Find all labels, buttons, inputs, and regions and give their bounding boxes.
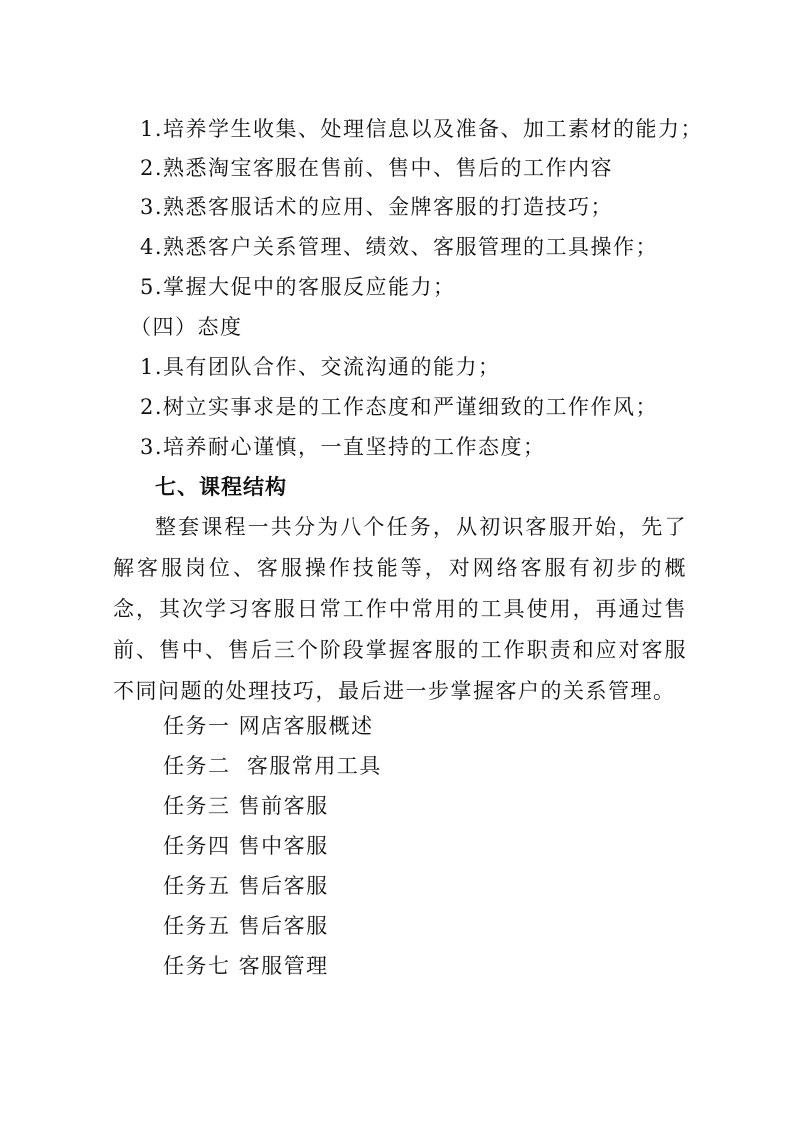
attitude-item-2: 2.树立实事求是的工作态度和严谨细致的工作作风； <box>140 395 659 419</box>
attitude-item-1: 1.具有团队合作、交流沟通的能力； <box>140 355 501 379</box>
goal-item-5: 5.掌握大促中的客服反应能力； <box>140 275 456 299</box>
task-item-5: 任务五 售后客服 <box>163 874 329 898</box>
task-item-4: 任务四 售中客服 <box>163 834 329 858</box>
task-item-7: 任务七 客服管理 <box>163 954 329 978</box>
task-item-2: 任务二 客服常用工具 <box>163 754 382 778</box>
attitude-heading: （四）态度 <box>130 315 243 339</box>
section-paragraph: 整套课程一共分为八个任务，从初识客服开始，先了解客服岗位、客服操作技能等，对网络客服有初步的概念，其次学习客服日常工作中常用的工具使用，再通过售前、售中、售后三个阶段掌握客服的工作职责和应对客服不同问题的处理技巧，最后进一步掌握客户的关系管理。 <box>113 515 687 703</box>
goal-item-3: 3.熟悉客服话术的应用、金牌客服的打造技巧； <box>140 195 614 219</box>
task-item-3: 任务三 售前客服 <box>163 794 329 818</box>
task-item-6: 任务五 售后客服 <box>163 914 329 938</box>
task-item-1: 任务一 网店客服概述 <box>163 714 374 738</box>
goal-item-2: 2.熟悉淘宝客服在售前、售中、售后的工作内容 <box>140 156 614 180</box>
goal-item-4: 4.熟悉客户关系管理、绩效、客服管理的工具操作； <box>140 235 659 259</box>
attitude-item-3: 3.培养耐心谨慎，一直坚持的工作态度； <box>140 435 546 459</box>
goal-item-1: 1.培养学生收集、处理信息以及准备、加工素材的能力； <box>140 117 704 141</box>
section-heading: 七、课程结构 <box>155 475 287 499</box>
